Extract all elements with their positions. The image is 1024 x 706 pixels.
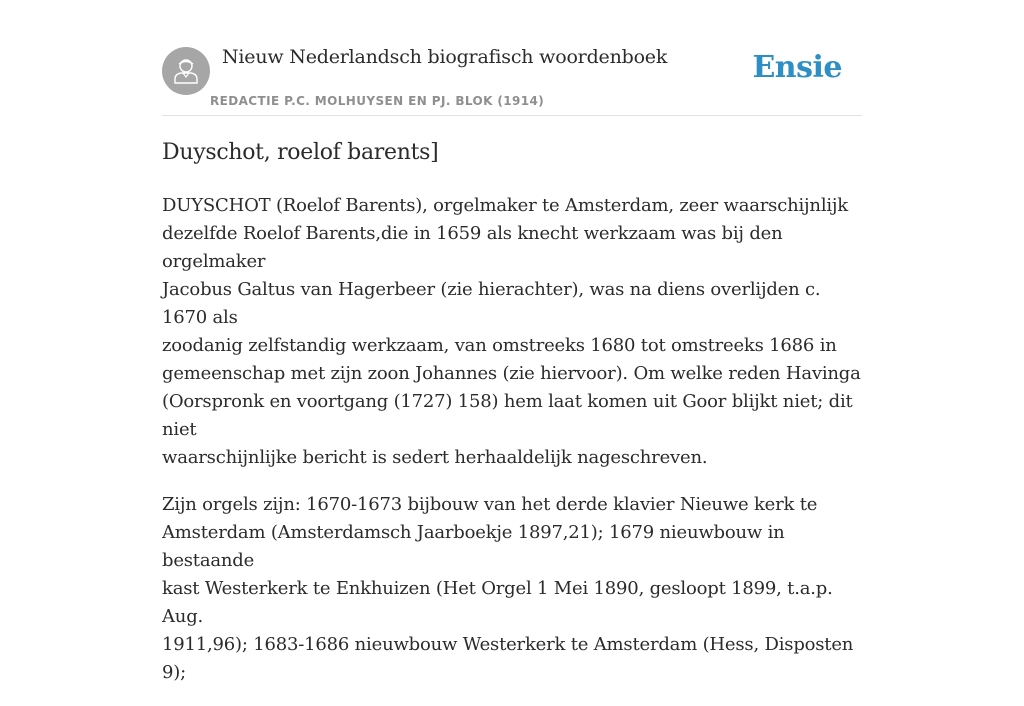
text-line: gemeenschap met zijn zoon Johannes (zie hiervoor). Om welke reden Havinga: [162, 363, 861, 384]
ensie-logo[interactable]: Ensie: [752, 50, 842, 85]
text-line: zoodanig zelfstandig werkzaam, van omstreeks 1680 tot omstreeks 1686 in: [162, 335, 837, 356]
article-body: [162, 192, 862, 706]
book-title[interactable]: Nieuw Nederlandsch biografisch woordenboek: [222, 46, 668, 68]
book-header: [162, 44, 862, 116]
article-title: Duyschot, roelof barents]: [162, 140, 439, 165]
book-editors: REDACTIE P.C. MOLHUYSEN EN PJ. BLOK (1914): [210, 94, 545, 108]
text-line: Jacobus Galtus van Hagerbeer (zie hierachter), was na diens overlijden c. 1670 als: [162, 279, 821, 328]
text-line: DUYSCHOT (Roelof Barents), orgelmaker te Amsterdam, zeer waarschijnlijk: [162, 195, 849, 216]
text-line: dezelfde Roelof Barents,die in 1659 als knecht werkzaam was bij den orgelmaker: [162, 223, 783, 272]
text-line: (Oorspronk en voortgang (1727) 158) hem laat komen uit Goor blijkt niet; dit niet: [162, 391, 853, 440]
person-outline-icon: [171, 56, 201, 86]
text-line: Zijn orgels zijn: 1670-1673 bijbouw van het derde klavier Nieuwe kerk te: [162, 494, 818, 515]
user-avatar-icon: [162, 47, 210, 95]
article-paragraph-1: [162, 192, 862, 472]
text-line: kast Westerkerk te Enkhuizen (Het Orgel 1 Mei 1890, gesloopt 1899, t.a.p. Aug.: [162, 578, 833, 627]
text-line: waarschijnlijke bericht is sedert herhaaldelijk nageschreven.: [162, 447, 708, 468]
article-paragraph-2: [162, 491, 862, 687]
text-line: 1911,96); 1683-1686 nieuwbouw Westerkerk te Amsterdam (Hess, Disposten 9);: [162, 634, 854, 683]
text-line: Amsterdam (Amsterdamsch Jaarboekje 1897,21); 1679 nieuwbouw in bestaande: [162, 522, 785, 571]
